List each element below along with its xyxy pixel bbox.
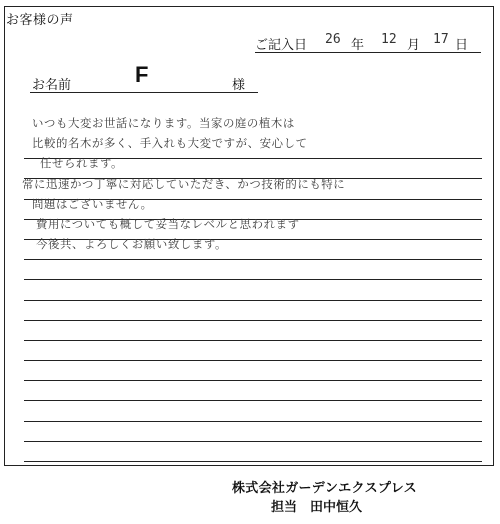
date-year-unit: 年 bbox=[351, 38, 365, 53]
date-field bbox=[255, 32, 481, 53]
date-day-unit: 日 bbox=[455, 38, 469, 53]
name-honorific: 様 bbox=[232, 78, 246, 93]
date-year: 26 bbox=[325, 32, 341, 47]
name-field bbox=[30, 62, 258, 93]
date-month: 12 bbox=[381, 32, 397, 47]
name-value: F bbox=[135, 62, 149, 87]
footer-signature bbox=[232, 479, 417, 517]
handwritten-testimonial bbox=[22, 113, 492, 254]
testimonial-line: 費用についても概して妥当なレベルと思われます bbox=[36, 217, 300, 232]
date-day: 17 bbox=[433, 32, 449, 47]
testimonial-line: 常に迅速かつ丁寧に対応していただき、かつ技術的にも特に bbox=[22, 176, 346, 191]
name-label: お名前 bbox=[32, 78, 72, 93]
testimonial-line: 比較的名木が多く、手入れも大変ですが、安心して bbox=[32, 136, 308, 151]
date-label: ご記入日 bbox=[255, 38, 308, 53]
date-month-unit: 月 bbox=[407, 38, 421, 53]
testimonial-line: 任せられます。 bbox=[40, 156, 124, 171]
testimonial-line: 今後共、よろしくお願い致します。 bbox=[36, 237, 227, 252]
form-title: お客様の声 bbox=[6, 13, 74, 28]
staff-name: 担当 田中恒久 bbox=[271, 500, 363, 515]
testimonial-line: 問題はございません。 bbox=[32, 196, 153, 211]
company-name: 株式会社ガーデンエクスプレス bbox=[232, 481, 417, 496]
testimonial-line: いつも大変お世話になります。当家の庭の植木は bbox=[32, 116, 295, 130]
